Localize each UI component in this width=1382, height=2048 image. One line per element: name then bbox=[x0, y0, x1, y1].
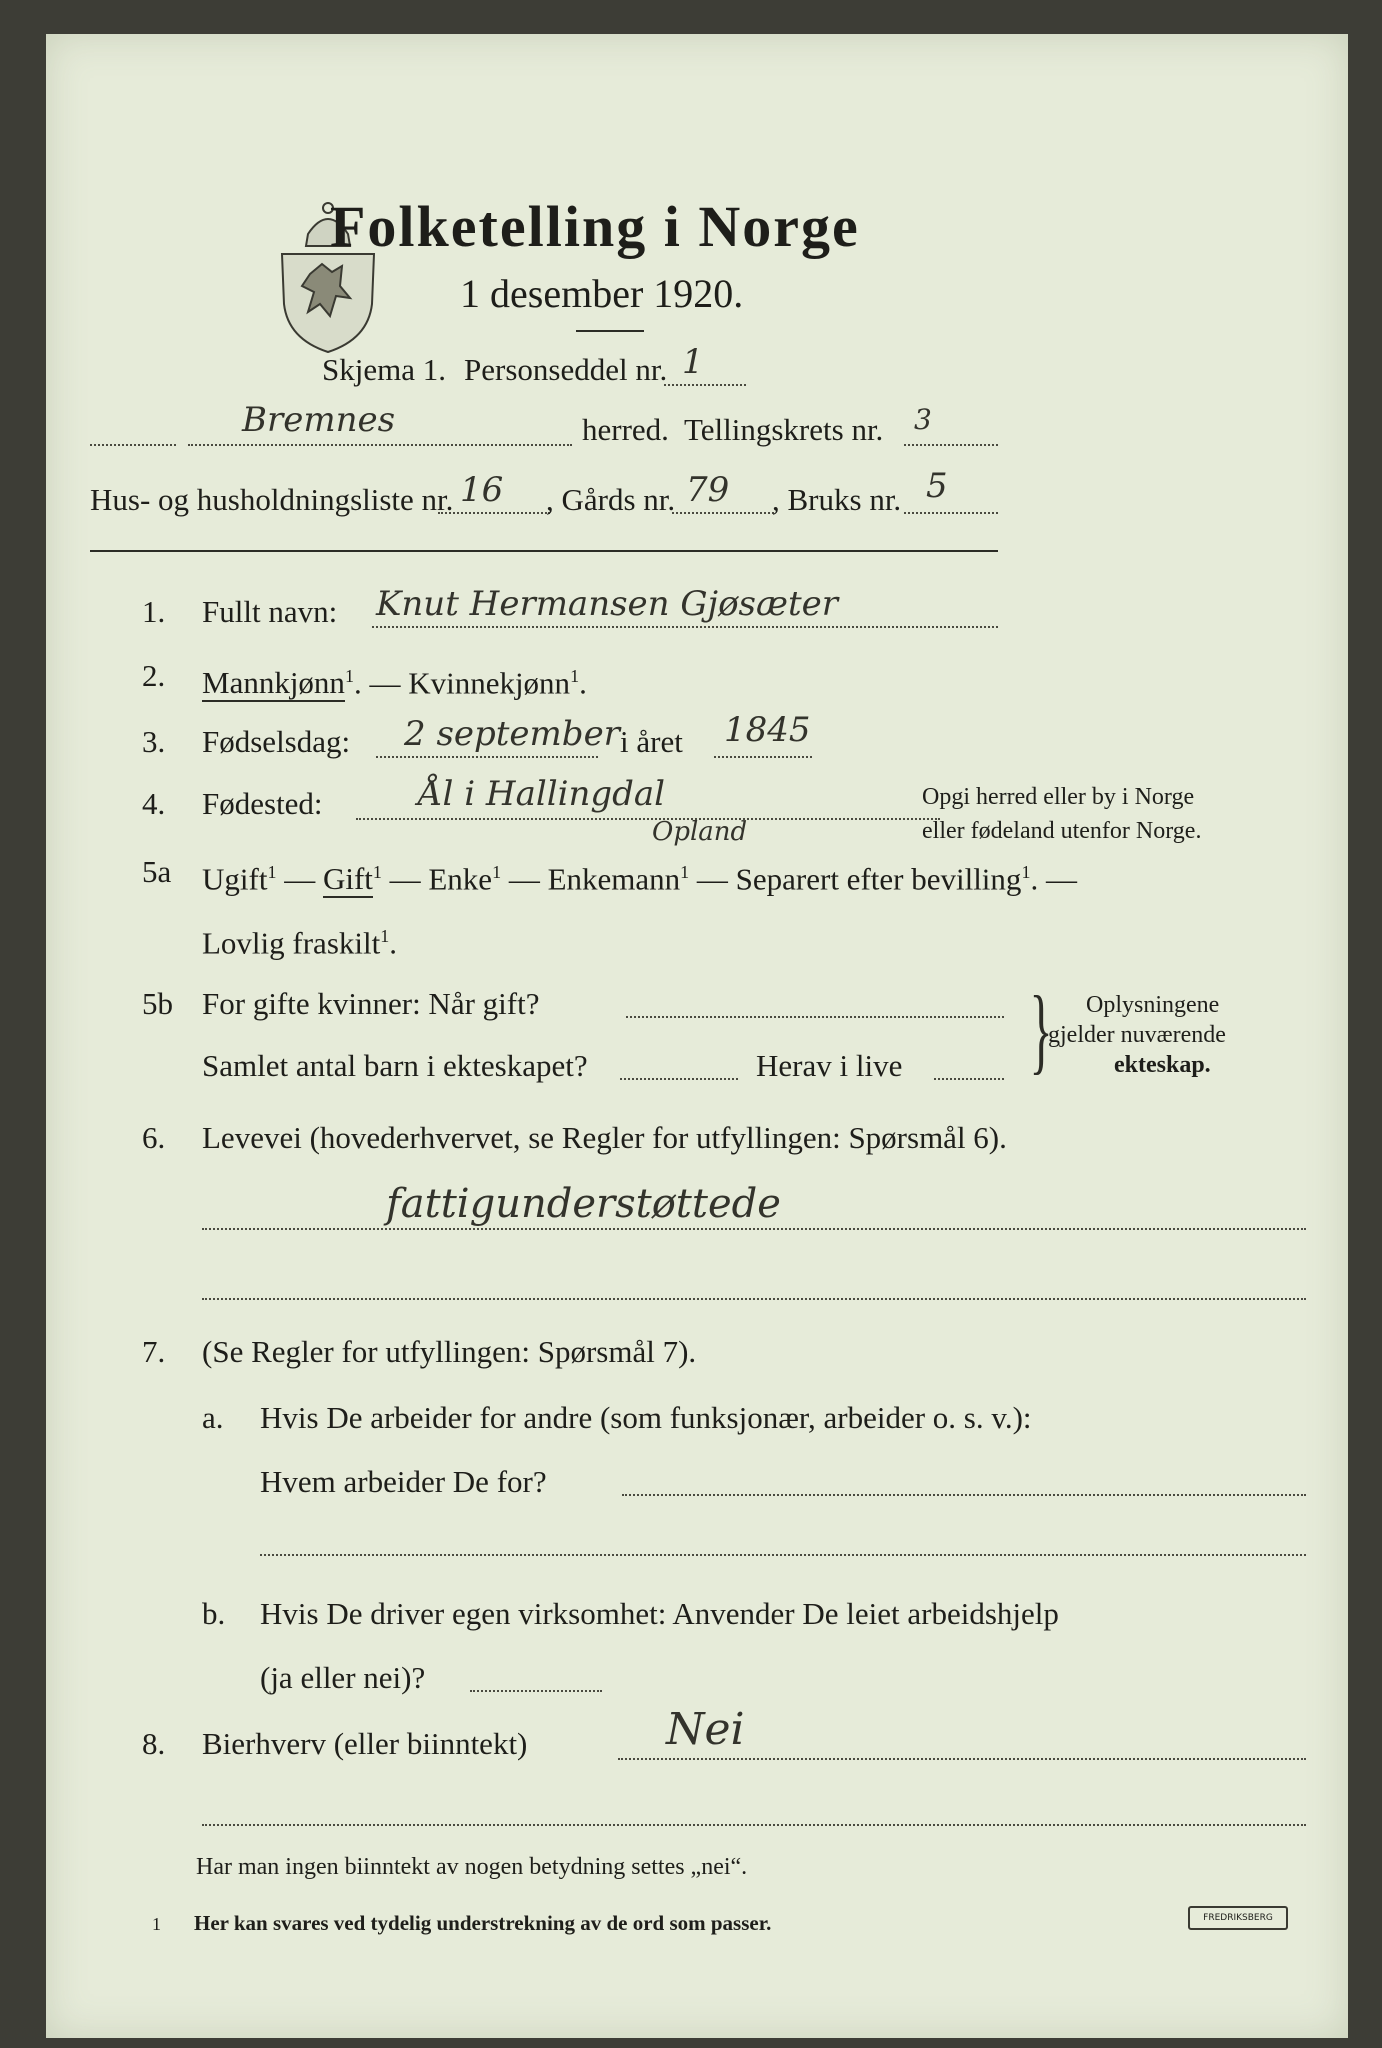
bruks-label: , Bruks nr. bbox=[772, 482, 902, 517]
q1-number: 1. bbox=[142, 594, 166, 629]
q4-number: 4. bbox=[142, 786, 166, 821]
q5a-dash: — bbox=[381, 861, 429, 897]
q8-value: Nei bbox=[666, 1704, 745, 1755]
q3-line bbox=[376, 756, 598, 758]
q5a-dash: — bbox=[689, 861, 736, 897]
q6-number: 6. bbox=[142, 1120, 166, 1155]
q2-sup-2: 1 bbox=[570, 666, 580, 686]
q5b-note-3: ekteskap. bbox=[1114, 1052, 1211, 1078]
q3-label: Fødselsdag: bbox=[202, 724, 351, 759]
q7b-label: Hvis De driver egen virksomhet: Anvender De leiet arbeidshjelp bbox=[260, 1596, 1059, 1631]
q1-label: Fullt navn: bbox=[202, 594, 338, 629]
herred-pre-line bbox=[90, 444, 176, 446]
q5a-fraskilt: Lovlig fraskilt bbox=[202, 925, 381, 961]
q7b-label-2: (ja eller nei)? bbox=[260, 1660, 426, 1695]
q5b-line-2 bbox=[620, 1078, 738, 1080]
q5b-label-3: Herav i live bbox=[756, 1048, 903, 1083]
q5b-line-3 bbox=[934, 1078, 1004, 1080]
q5a-number: 5a bbox=[142, 854, 172, 889]
q5a-enke: Enke bbox=[428, 861, 493, 897]
q7a-label-2: Hvem arbeider De for? bbox=[260, 1464, 547, 1499]
q2-mann: Mannkjønn bbox=[202, 665, 345, 701]
q8-label: Bierhverv (eller biinntekt) bbox=[202, 1726, 528, 1761]
q5a-gift: Gift bbox=[322, 861, 373, 897]
footer-note: Har man ingen biinntekt av nogen betydning settes „nei“. bbox=[196, 1854, 748, 1880]
q4-note-2: eller fødeland utenfor Norge. bbox=[922, 818, 1202, 844]
q3-value: 2 september bbox=[404, 714, 620, 754]
tellingskrets-line bbox=[904, 444, 998, 446]
q5b-brace: } bbox=[1029, 976, 1053, 1083]
q5a-options bbox=[202, 854, 1077, 897]
q5a-sup: 1 bbox=[1021, 862, 1031, 882]
q5a-sup: 1 bbox=[267, 862, 277, 882]
q7b-number: b. bbox=[202, 1596, 226, 1631]
printer-stamp bbox=[1188, 1906, 1288, 1930]
q4-value-2: Opland bbox=[652, 817, 748, 847]
herred-label: herred. bbox=[582, 412, 669, 447]
personseddel-line bbox=[664, 384, 746, 386]
tellingskrets-label: Tellingskrets nr. bbox=[684, 412, 884, 447]
q5b-label-2: Samlet antal barn i ekteskapet? bbox=[202, 1048, 588, 1083]
footnote-text: Her kan svares ved tydelig understrekning av de ord som passer. bbox=[194, 1911, 772, 1935]
q5a-dash: — bbox=[501, 861, 548, 897]
q2-sup-1: 1 bbox=[344, 666, 354, 686]
q5a-dash: — bbox=[276, 861, 323, 897]
q5a-period: . bbox=[1030, 861, 1039, 897]
census-date: 1 desember 1920. bbox=[460, 271, 744, 316]
q2-end: . bbox=[579, 665, 587, 701]
q6-value: fattigunderstøttede bbox=[386, 1181, 781, 1227]
q3-year-line bbox=[714, 756, 812, 758]
q3-year-label: i året bbox=[620, 724, 683, 759]
q8-number: 8. bbox=[142, 1726, 166, 1761]
q7a-label: Hvis De arbeider for andre (som funksjonær, arbeider o. s. v.): bbox=[260, 1400, 1032, 1435]
bruks-line bbox=[904, 512, 998, 514]
q5a-sup: 1 bbox=[372, 862, 382, 882]
q3-number: 3. bbox=[142, 724, 166, 759]
hus-label: Hus- og husholdningsliste nr. bbox=[90, 482, 454, 517]
q6-line-1 bbox=[202, 1228, 1306, 1230]
q4-value: Ål i Hallingdal bbox=[418, 774, 666, 814]
q5a-sup: 1 bbox=[380, 926, 390, 946]
q5b-number: 5b bbox=[142, 986, 173, 1021]
gards-line bbox=[672, 512, 774, 514]
q7a-line-1 bbox=[622, 1494, 1306, 1496]
form-title: Folketelling i Norge bbox=[330, 194, 860, 259]
hus-line bbox=[438, 512, 550, 514]
q5a-ugift: Ugift bbox=[202, 861, 268, 897]
q4-line bbox=[356, 818, 940, 820]
q5a-enkemann: Enkemann bbox=[547, 861, 681, 897]
q5a-sup: 1 bbox=[492, 862, 502, 882]
q5a-sup: 1 bbox=[680, 862, 690, 882]
q5b-note-1: Oplysningene bbox=[1086, 992, 1220, 1018]
tellingskrets-value: 3 bbox=[914, 403, 932, 436]
q3-year-value: 1845 bbox=[724, 710, 811, 750]
q6-label: Levevei (hovederhvervet, se Regler for utfyllingen: Spørsmål 6). bbox=[202, 1120, 1007, 1155]
q2-line bbox=[202, 658, 587, 701]
gards-value: 79 bbox=[686, 470, 730, 510]
personseddel-label: Personseddel nr. bbox=[464, 352, 668, 387]
herred-value: Bremnes bbox=[242, 400, 396, 440]
q5b-line-1 bbox=[626, 1016, 1004, 1018]
q5b-label-1: For gifte kvinner: Når gift? bbox=[202, 986, 540, 1021]
q5b-note-2: gjelder nuværende bbox=[1048, 1022, 1226, 1048]
hus-value: 16 bbox=[460, 470, 504, 510]
q7-number: 7. bbox=[142, 1334, 166, 1369]
q4-note-1: Opgi herred eller by i Norge bbox=[922, 784, 1195, 810]
header-divider bbox=[90, 550, 998, 552]
q7-label: (Se Regler for utfyllingen: Spørsmål 7). bbox=[202, 1334, 697, 1369]
skjema-label: Skjema 1. bbox=[322, 352, 446, 387]
q7a-line-2 bbox=[260, 1554, 1306, 1556]
gards-label: , Gårds nr. bbox=[546, 482, 676, 517]
title-divider bbox=[576, 330, 644, 332]
q8-line-1 bbox=[618, 1758, 1306, 1760]
q2-sep: . — bbox=[353, 665, 409, 701]
q5a-period: . bbox=[389, 925, 397, 961]
bruks-value: 5 bbox=[926, 466, 948, 506]
q4-label: Fødested: bbox=[202, 786, 323, 821]
q2-number: 2. bbox=[142, 658, 166, 693]
q7a-number: a. bbox=[202, 1400, 224, 1435]
q5a-fraskilt-line bbox=[202, 918, 397, 961]
footnote-number: 1 bbox=[152, 1914, 161, 1934]
herred-line bbox=[188, 444, 572, 446]
census-form bbox=[46, 34, 1348, 2038]
q1-value: Knut Hermansen Gjøsæter bbox=[376, 584, 838, 624]
q5a-separert: Separert efter bevilling bbox=[735, 861, 1022, 897]
personseddel-value: 1 bbox=[682, 342, 704, 382]
printer-stamp-text: FREDRIKSBERG bbox=[1203, 1913, 1273, 1923]
q6-line-2 bbox=[202, 1298, 1306, 1300]
q5a-dash: — bbox=[1038, 861, 1077, 897]
q7b-line bbox=[470, 1690, 602, 1692]
q8-line-2 bbox=[202, 1824, 1306, 1826]
q1-line bbox=[372, 626, 998, 628]
q2-kvinne: Kvinnekjønn bbox=[408, 665, 571, 701]
